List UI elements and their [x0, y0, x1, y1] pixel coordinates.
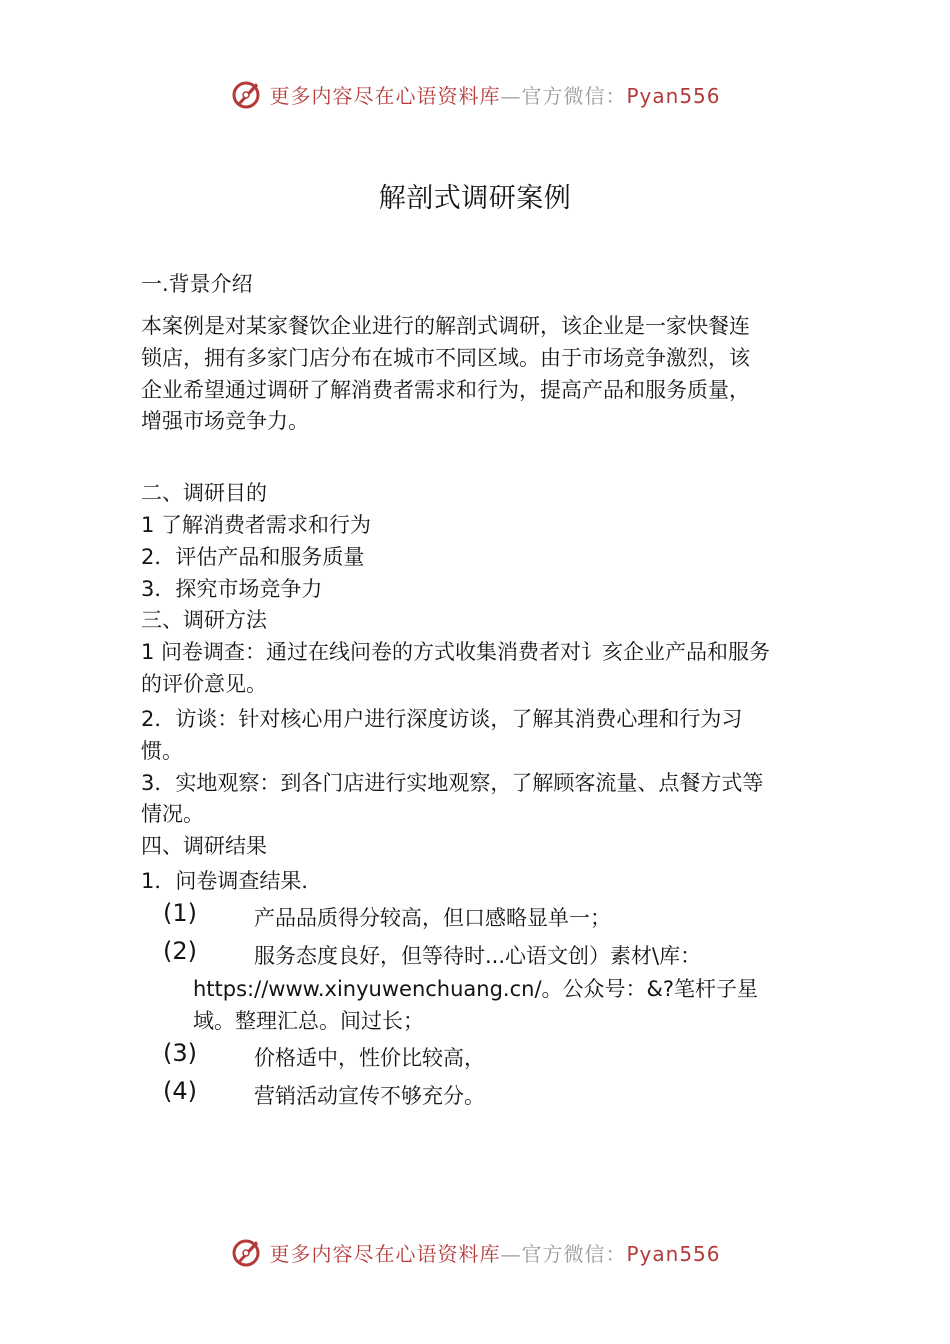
- footer-contact-label: 官方微信：: [521, 1241, 627, 1266]
- header-contact-label: 官方微信：: [521, 83, 627, 108]
- result-number: (1): [163, 899, 197, 927]
- result-text-continuation: 域。整理汇总。间过长；: [193, 1009, 424, 1033]
- section-heading-results: 四、调研结果: [141, 834, 267, 858]
- section-heading-methods: 三、调研方法: [141, 608, 267, 632]
- list-item: 1 了解消费者需求和行为: [141, 513, 372, 537]
- section-heading-background: 一.背景介绍: [141, 272, 253, 296]
- result-text-continuation: https://www.xinyuwenchuang.cn/。公众号：&?笔杆子星: [193, 977, 759, 1001]
- footer-brand-text: 更多内容尽在心语资料库: [269, 1241, 501, 1266]
- paragraph-line: 增强市场竞争力。: [141, 409, 309, 433]
- result-text: 价格适中，性价比较高，: [254, 1046, 485, 1070]
- section-heading-purpose: 二、调研目的: [141, 481, 267, 505]
- paragraph-line: 本案例是对某家餐饮企业进行的解剖式调研，该企业是一家快餐连: [141, 314, 750, 338]
- paragraph-line: 惯。: [141, 739, 183, 763]
- page-title: 解剖式调研案例: [378, 183, 572, 214]
- result-number: (2): [163, 937, 197, 965]
- footer-wechat-id: Pyan556: [626, 1241, 721, 1266]
- list-item: 3．探究市场竞争力: [141, 577, 323, 601]
- result-text: 产品品质得分较高，但口感略显单一；: [254, 906, 611, 930]
- footer-banner: [0, 1232, 950, 1272]
- list-item: 2．评估产品和服务质量: [141, 545, 365, 569]
- result-text: 服务态度良好，但等待时...心语文创）素材\库：: [254, 944, 702, 968]
- feather-pen-logo-icon: [229, 1235, 263, 1269]
- paragraph-line: 的评价意见。: [141, 672, 267, 696]
- result-number: (3): [163, 1039, 197, 1067]
- header-brand-text: 更多内容尽在心语资料库: [269, 83, 501, 108]
- header-brand: [269, 80, 720, 109]
- paragraph-line: 情况。: [141, 802, 204, 826]
- subheading-survey-results: 1．问卷调查结果．: [141, 869, 323, 893]
- result-text: 营销活动宣传不够充分。: [254, 1084, 485, 1108]
- paragraph-line: 企业希望通过调研了解消费者需求和行为，提高产品和服务质量，: [141, 378, 750, 402]
- header-wechat-id: Pyan556: [626, 83, 721, 108]
- paragraph-line: 锁店，拥有多家门店分布在城市不同区域。由于市场竞争激烈，该: [141, 346, 750, 370]
- footer-brand: [269, 1238, 720, 1267]
- paragraph-line: 2．访谈：针对核心用户进行深度访谈，了解其消费心理和行为习: [141, 707, 743, 731]
- header-separator: —: [500, 83, 522, 108]
- header-banner: [0, 74, 950, 114]
- result-number: (4): [163, 1077, 197, 1105]
- footer-separator: —: [500, 1241, 522, 1266]
- paragraph-line: 1 问卷调查：通过在线问卷的方式收集消费者对讠亥企业产品和服务: [141, 640, 771, 664]
- feather-pen-logo-icon: [229, 77, 263, 111]
- paragraph-line: 3．实地观察：到各门店进行实地观察，了解顾客流量、点餐方式等: [141, 771, 764, 795]
